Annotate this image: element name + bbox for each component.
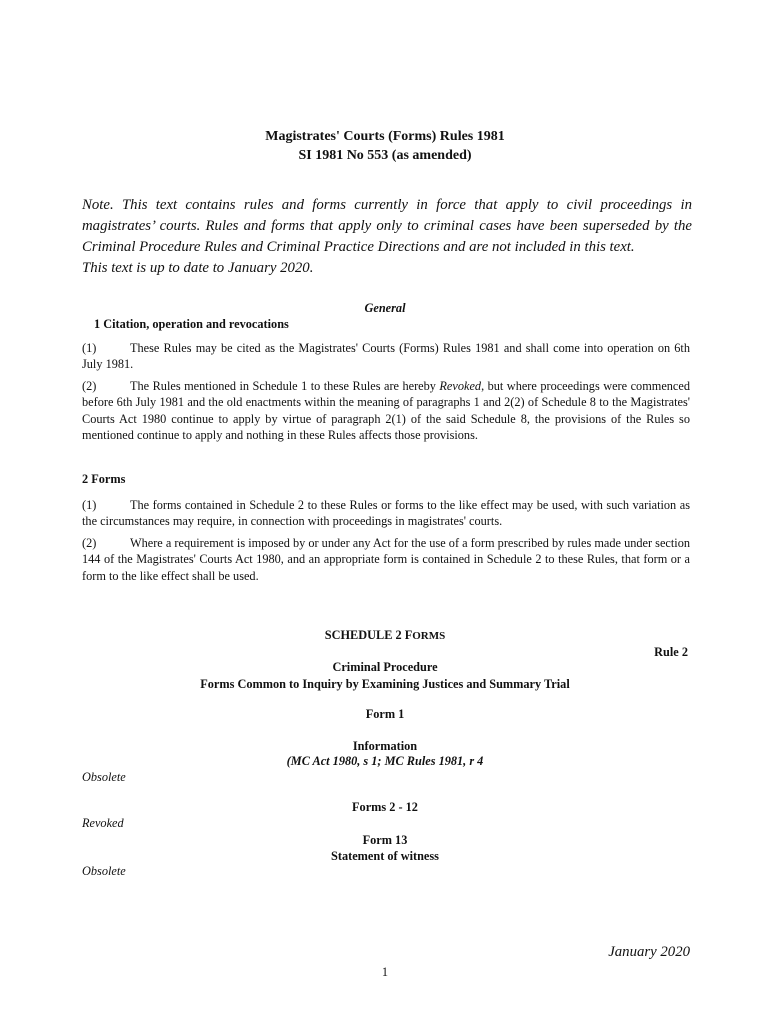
- paragraph-number: (1): [82, 341, 97, 355]
- paragraph-number: (2): [82, 379, 97, 393]
- paragraph-text: Where a requirement is imposed by or under any Act for the use of a form prescribed by rules made under section 144 of the Magistrates' Courts Act 1980, and an appropriate form is contained in Schedule 2 to these Rules, that form or a form to the like effect shall be used.: [82, 536, 690, 583]
- note-block: [82, 195, 692, 279]
- paragraph-number: (1): [82, 498, 97, 512]
- title-line-1: Magistrates' Courts (Forms) Rules 1981: [265, 129, 505, 144]
- form-13: Form 13: [362, 833, 408, 847]
- criminal-procedure: Criminal Procedure: [332, 660, 438, 674]
- rule-2-paragraph-2: [82, 535, 690, 584]
- schedule-heading-main: SCHEDULE 2 F: [324, 628, 413, 642]
- schedule-heading: [0, 628, 770, 643]
- paragraph-text: These Rules may be cited as the Magistrates' Courts (Forms) Rules 1981 and shall come into operation on 6th July 1981.: [82, 341, 690, 372]
- paragraph-text-post: , but where proceedings were commenced before 6th July 1981 and the old enactments within the meaning of paragraphs 1 and 2(2) of Schedule 8 to the Magistrates' Courts Act 1980 continue to apply by virtue of paragraph 2(1) of the said Schedule 8, the provisions of the Rules so mentioned continue to apply and nothing in these Rules affects those provisions.: [82, 379, 690, 442]
- rule-2-paragraph-1: [82, 497, 690, 530]
- rule-1-paragraph-1: [82, 340, 690, 373]
- criminal-procedure-heading: [0, 659, 770, 693]
- rule-1-heading: 1 Citation, operation and revocations: [94, 317, 289, 331]
- page-number: 1: [381, 965, 389, 979]
- obsolete-note-2: Obsolete: [82, 864, 126, 878]
- forms-common-heading: Forms Common to Inquiry by Examining Justices and Summary Trial: [200, 677, 570, 691]
- forms-2-12-heading: Forms 2 - 12: [352, 800, 418, 814]
- paragraph-text-pre: The Rules mentioned in Schedule 1 to these Rules are hereby: [130, 379, 440, 393]
- obsolete-note-1: Obsolete: [82, 770, 126, 784]
- note-paragraph: Note. This text contains rules and forms currently in force that apply to civil proceedings in magistrates’ courts. Rules and forms that apply only to criminal cases have been superseded by the Criminal Procedure Rules and Criminal Practice Directions and are not included in this text.: [82, 197, 692, 255]
- statement-of-witness: Statement of witness: [331, 849, 439, 863]
- general-heading: General: [364, 301, 406, 315]
- information-heading: Information: [352, 739, 418, 753]
- paragraph-text: The forms contained in Schedule 2 to these Rules or forms to the like effect may be used, with such variation as the circumstances may require, in connection with proceedings in magistrates' courts.: [82, 498, 690, 529]
- title-line-2: SI 1981 No 553 (as amended): [298, 148, 472, 163]
- rule-2-heading: 2 Forms: [82, 472, 126, 486]
- paragraph-number: (2): [82, 536, 97, 550]
- form-13-heading: [0, 832, 770, 864]
- note-uptodate: This text is up to date to January 2020.: [82, 260, 314, 276]
- revoked-note: Revoked: [82, 816, 124, 830]
- form-1-heading: Form 1: [365, 707, 405, 721]
- document-title: [0, 127, 770, 165]
- footer-date: January 2020: [608, 944, 690, 960]
- paragraph-text-italic: Revoked: [439, 379, 482, 393]
- rule-reference: Rule 2: [654, 645, 688, 659]
- rule-1-paragraph-2: [82, 378, 690, 443]
- mc-reference: (MC Act 1980, s 1; MC Rules 1981, r 4: [286, 754, 484, 768]
- schedule-heading-smallcaps: ORMS: [412, 630, 446, 642]
